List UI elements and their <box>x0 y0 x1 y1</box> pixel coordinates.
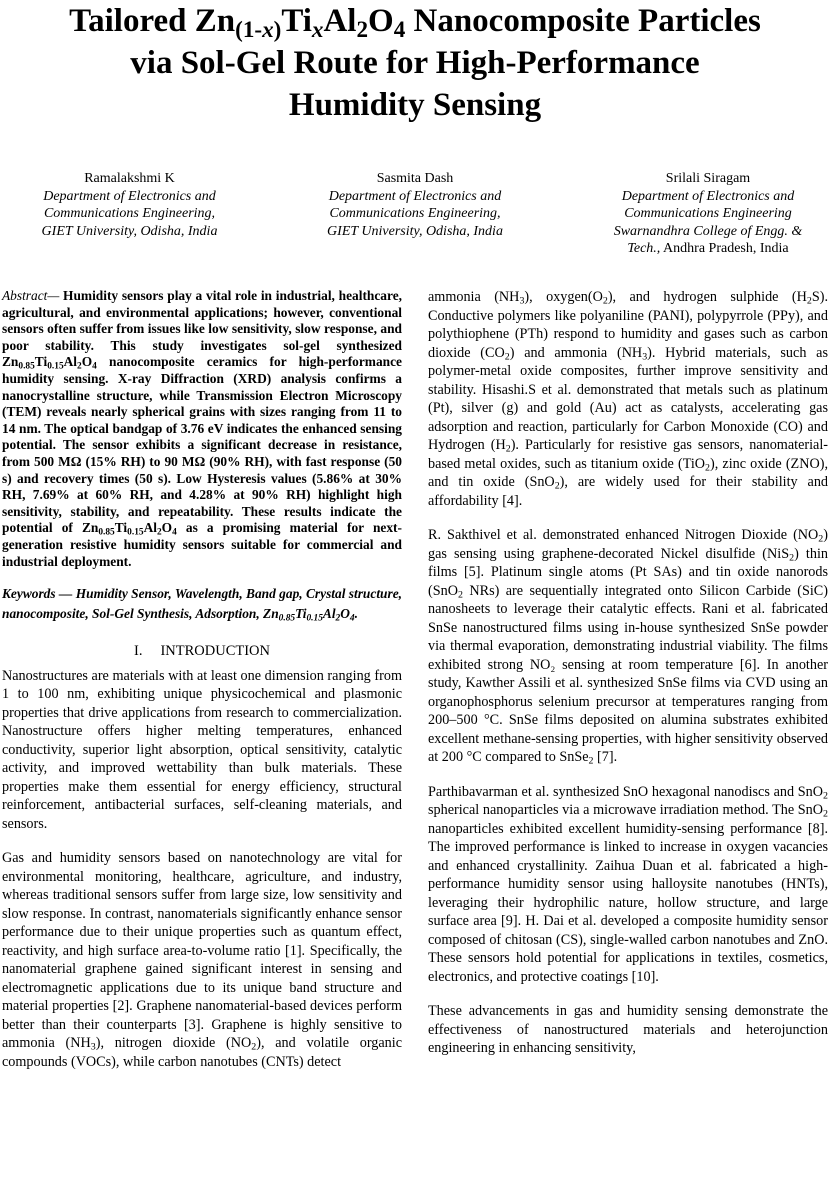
abstract-label: Abstract <box>2 288 48 303</box>
author-affiliation: GIET University, Odisha, India <box>41 223 218 239</box>
author-name: Sasmita Dash <box>376 171 454 186</box>
paragraph: ammonia $(NH_3)$, $oxygen(O_2)$, and hydrogen sulphide $(H_2S)$. Conductive polymers like polyaniline (PANI), polypyrrole (PPy), and polythiophene (PTh) respond to humidity and gases such as carbon dioxide $(CO_2)$ and ammonia $(NH_3)$. Hybrid materials, such as polymer-metal oxide composites, further improve sensitivity and stability. Hisashi.S et al. demonstrated that metals such as platinum (Pt), silver (g) and gold (Au) act as catalysts, accelerating gas adsorption and reaction, particularly for Carbon Monoxide (CO) and Hydrogen $(H_2)$. Particularly for resistive gas sensors, nanomaterial-based metal oxides, such as titanium oxide (TiO$_2$), zinc oxide (ZNO), and tin oxide (SnO$_2$), are widely used for their stability and affordability [4]. <box>428 289 829 509</box>
keywords: Keywords — Humidity Sensor, Wavelength, Band gap, Crystal structure, nanocomposite, Sol-Gel Synthesis, Adsorption, $Zn_{0.85}Ti_{0.15}Al_2O_4$. <box>2 586 402 624</box>
author-2 <box>302 170 528 240</box>
abstract: Abstract— Humidity sensors play a vital role in industrial, healthcare, agricultural, and environmental applications; however, conventional sensors often suffer from issues like low sensitivity, slow response, and poor stability. This study investigates sol-gel synthesized $Zn_{0.85}Ti_{0.15}Al_2O_4$ nanocomposite ceramics for high-performance humidity sensing. X-ray Diffraction (XRD) analysis confirms a nanocrystalline structure, while Transmission Electron Microscopy (TEM) reveals nearly spherical grains with sizes ranging from 11 to 14 nm. The optical bandgap of 3.76 eV indicates the enhanced sensing potential. The sensor exhibits a significant decrease in resistance, from 500 MΩ (15% RH) to 90 MΩ (90% RH), with fast response (50 s) and recovery times (50 s). Low Hysteresis values (5.86% at 30% RH, 7.69% at 60% RH, and 4.28% at 90% RH) highlight high sensitivity, stability, and repeatability. These results indicate the potential of $Zn_{0.85}Ti_{0.15}Al_2O_4$ as a promising material for next-generation resistive humidity sensors suitable for commercial and industrial deployment. <box>2 288 402 569</box>
left-column <box>2 288 402 1087</box>
author-affiliation: Tech., Andhra Pradesh, India <box>627 241 789 256</box>
author-affiliation: Communications Engineering <box>624 206 792 221</box>
author-name: Srilali Siragam <box>665 171 751 186</box>
paragraph: Gas and humidity sensors based on nanotechnology are vital for environmental monitoring, healthcare, agriculture, and industry, whereas traditional sensors suffer from large size, low sensitivity and slow response. In contrast, nanomaterials significantly enhance sensor performance due to their unique properties such as quantum effect, reactivity, and high surface area-to-volume ratio [1]. Specifically, the nanomaterial graphene gained significant interest in sensing and electromagnetic applications due to its unique band structure and material properties [2]. Graphene nanomaterial-based devices perform better than their counterparts [3]. Graphene is highly sensitive to ammonia $(NH_3)$, nitrogen dioxide $(NO_2)$, and volatile organic compounds (VOCs), while carbon nanotubes (CNTs) detect <box>2 850 403 1070</box>
author-3 <box>598 170 818 258</box>
title-line-1: Tailored $Zn_{(1-x)}Ti_xAl_2O_4$ Nanocomposite Particles <box>69 3 761 42</box>
paragraph: Parthibavarman et al. synthesized SnO hexagonal nanodiscs and SnO$_2$ spherical nanoparticles via a microwave irradiation method. The SnO$_2$ nanoparticles exhibited excellent humidity-sensing performance [8]. The improved performance is linked to increase in oxygen vacancies and enhanced crystallinity. Zaihua Duan et al. fabricated a high-performance humidity sensor using halloysite nanotubes (HNTs), leveraging their hydrophilic nature, hollow structure, and large surface area [9]. H. Dai et al. developed a composite humidity sensor composed of chitosan (CS), single-walled carbon nanotubes and ZnO. These sensors hold potential for applications in textiles, cosmetics, electronics, and protective coatings [10]. <box>428 783 828 985</box>
title-line-3: Humidity Sensing <box>288 87 542 123</box>
author-affiliation: Swarnandhra College of Engg. & <box>613 223 803 239</box>
author-affiliation: Communications Engineering, <box>329 206 501 221</box>
author-affiliation: Communications Engineering, <box>43 206 216 221</box>
paper-title <box>0 0 830 126</box>
paragraph: These advancements in gas and humidity sensing demonstrate the effectiveness of nanostructured materials and heterojunction engineering in enhancing sensitivity, <box>428 1003 828 1056</box>
author-affiliation: Department of Electronics and <box>621 188 795 204</box>
author-affiliation: GIET University, Odisha, India <box>327 223 503 239</box>
author-name: Ramalakshmi K <box>84 171 175 186</box>
title-line-2: via Sol-Gel Route for High-Performance <box>130 45 700 81</box>
paragraph: Nanostructures are materials with at least one dimension ranging from 1 to 100 nm, exhibiting unique physicochemical and plasmonic properties that drive applications from research to commercialization. Nanostructure offers higher melting temperatures, enhanced conductivity, superior light absorption, optical sensitivity, catalytic activity, and improved wettability than bulk materials. These properties make them essential for energy efficiency, structural reinforcement, antibacterial surfaces, self-cleaning materials, and sensors. <box>2 667 402 832</box>
author-affiliation: Department of Electronics and <box>43 188 216 204</box>
right-column <box>428 288 828 1074</box>
section-heading: I. INTRODUCTION <box>133 643 270 660</box>
keywords-label: Keywords — <box>2 586 76 602</box>
paragraph: R. Sakthivel et al. demonstrated enhanced Nitrogen Dioxide $(NO_2)$ gas sensing using graphene-decorated Nickel disulfide (NiS$_2$) thin films [5]. Platinum single atoms (Pt SAs) and tin oxide nanorods (SnO$_2$ NRs) are sequentially integrated onto Silicon Carbide (SiC) nanosheets to leverage their catalytic effects. Rani et al. fabricated SnSe nanostructured films using in-house synthesized SnSe powder via thermal evaporation, demonstrating industrial viability. The films exhibited strong NO₂ sensing at room temperature [6]. In another study, Kawther Assili et al. synthesized SnSe films via CVD using an organophosphorus selenium precursor at temperatures ranging from 200–500 °C. SnSe films deposited on alumina substrates exhibited excellent methane-sensing properties, with higher sensitivity observed at 200 °C compared to SnSe$_2$ [7]. <box>428 527 829 767</box>
author-affiliation: Department of Electronics and <box>328 188 502 204</box>
author-1 <box>12 170 247 240</box>
